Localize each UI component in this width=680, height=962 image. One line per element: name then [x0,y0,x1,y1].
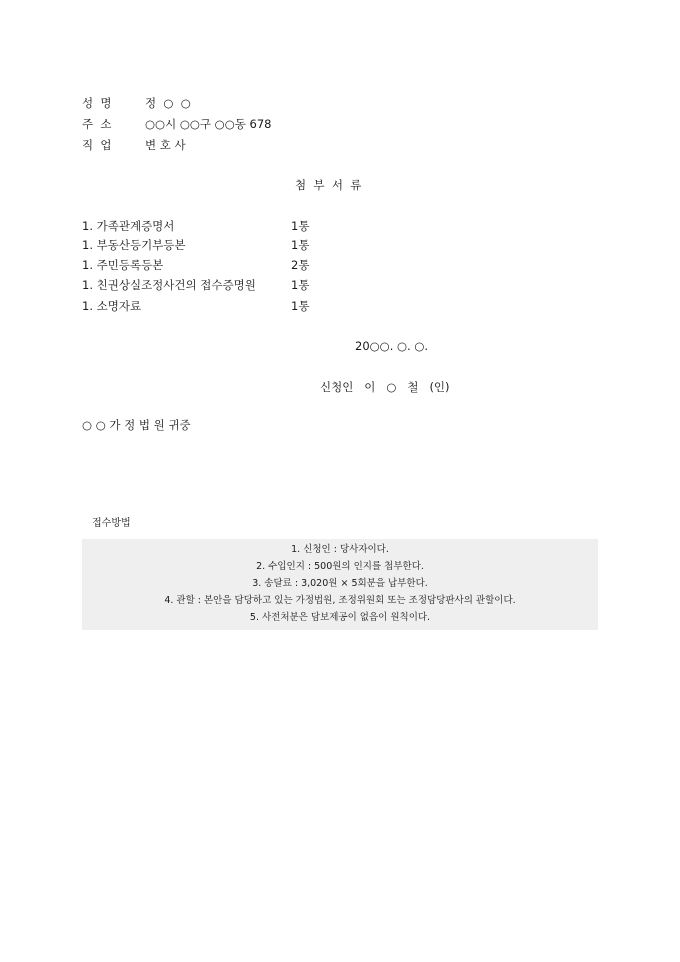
attachment-item-name: 1. 가족관계증명서 [82,219,175,233]
filing-method-box [82,539,598,630]
name-label: 성 명 [82,96,112,110]
address-value: ○○시 ○○구 ○○동 678 [145,117,272,131]
address-label: 주 소 [82,117,112,131]
document-date: 20○○. ○. ○. [355,339,429,353]
filing-method-line: 3. 송달료 : 3,020원 × 5회분을 납부한다. [252,578,428,589]
attachment-item-count: 1통 [291,238,310,252]
attachment-item-count: 1통 [291,299,310,313]
attachment-item-name: 1. 소명자료 [82,299,142,313]
filing-method-line: 5. 사전처분은 담보제공이 없음이 원칙이다. [249,612,431,623]
filing-method-title: 접수방법 [92,518,131,529]
attachment-item-count: 2통 [291,258,310,272]
filing-method-line: 2. 수입인지 : 500원의 인지를 첩부한다. [256,561,424,572]
job-label: 직 업 [82,138,112,152]
filing-method-line: 1. 신청인 : 당사자이다. [291,544,389,555]
attachment-item-count: 1통 [291,278,310,292]
court-addressee: ○ ○ 가 정 법 원 귀중 [82,418,191,432]
attachment-item-count: 1통 [291,219,310,233]
attachment-item-name: 1. 부동산등기부등본 [82,238,186,252]
attachment-item-name: 1. 주민등록등본 [82,258,164,272]
filing-method-line: 4. 관할 : 본안을 담당하고 있는 가정법원, 조정위원회 또는 조정담당판사의 관할이다. [164,595,516,606]
attachment-item-name: 1. 친권상실조정사건의 접수증명원 [82,278,256,292]
applicant-signature: 신청인 이 ○ 철 (인) [320,380,450,394]
name-value: 정 ○ ○ [145,96,191,110]
attachments-title: 첨 부 서 류 [295,178,362,192]
job-value: 변 호 사 [145,138,186,152]
